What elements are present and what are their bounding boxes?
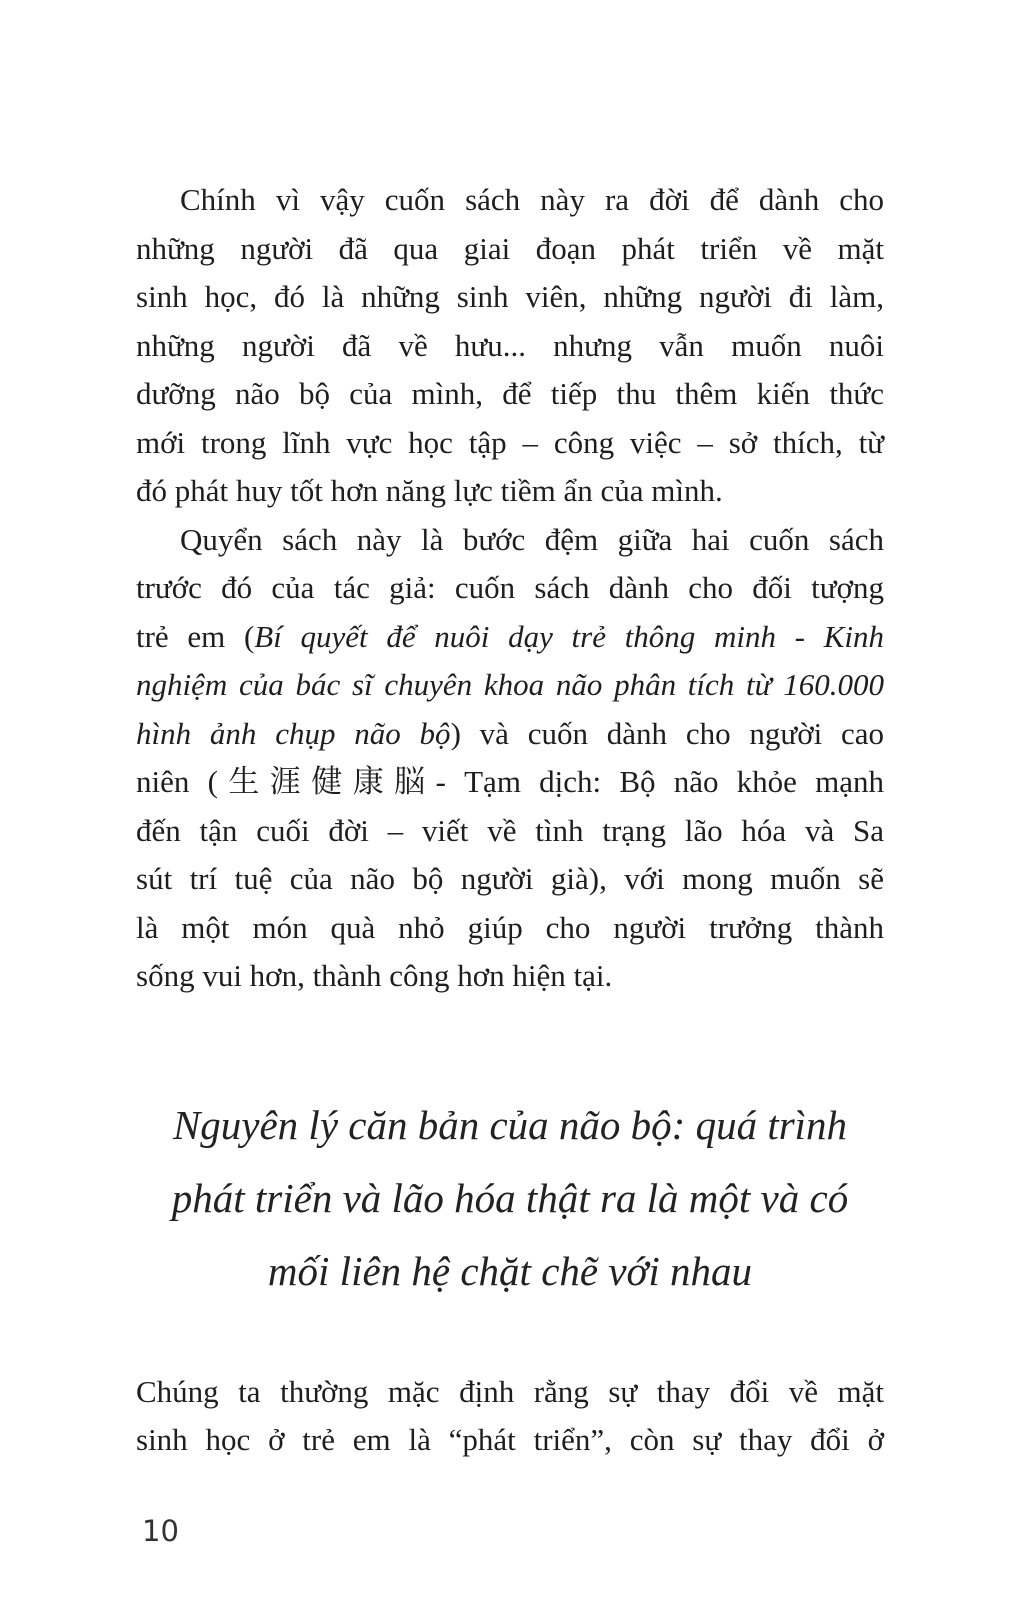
paragraph-line xyxy=(136,904,884,953)
paragraph-line xyxy=(136,661,884,710)
paragraph xyxy=(136,176,884,516)
book-title-italic: nghiệm của bác sĩ chuyên khoa não phân tích từ 160.000 xyxy=(136,667,884,702)
paragraph-line xyxy=(136,710,884,759)
heading-line: phát triển và lão hóa thật ra là một và có xyxy=(171,1174,849,1221)
paragraph-line xyxy=(136,1368,884,1417)
text-segment: là một món quà nhỏ giúp cho người trưởng thành xyxy=(136,909,884,945)
text-segment: trẻ em ( xyxy=(136,618,255,654)
text-segment: sinh học, đó là những sinh viên, những người đi làm, xyxy=(136,279,884,314)
text-segment: những người đã về hưu... nhưng vẫn muốn nuôi xyxy=(136,327,884,363)
text-segment: mới trong lĩnh vực học tập – công việc – sở thích, từ xyxy=(136,424,884,460)
book-title-italic: hình ảnh chụp não bộ xyxy=(136,715,451,751)
paragraph-line xyxy=(136,564,884,613)
paragraph-line xyxy=(136,370,884,419)
content-sections xyxy=(136,176,884,1465)
paragraph-line xyxy=(136,613,884,662)
text-segment: đó phát huy tốt hơn năng lực tiềm ẩn của mình. xyxy=(136,473,723,508)
text-segment: Chúng ta thường mặc định rằng sự thay đổi về mặt xyxy=(136,1373,884,1409)
text-segment: Chính vì vậy cuốn sách này ra đời để dành cho xyxy=(180,182,884,217)
section-heading xyxy=(136,1089,884,1308)
heading-line: mối liên hệ chặt chẽ với nhau xyxy=(267,1247,753,1294)
text-segment: đến tận cuối đời – viết về tình trạng lão hóa và Sa xyxy=(136,812,884,848)
paragraph-line xyxy=(136,758,884,807)
paragraph-line xyxy=(136,419,884,468)
paragraph-line xyxy=(136,273,884,322)
page-number: 10 xyxy=(142,1514,179,1548)
paragraph xyxy=(136,516,884,1001)
paragraph-line xyxy=(136,516,884,565)
text-segment: niên (生涯健康脳- Tạm dịch: Bộ não khỏe mạnh xyxy=(136,764,884,799)
text-segment: dưỡng não bộ của mình, để tiếp thu thêm kiến thức xyxy=(136,376,884,411)
heading-line: Nguyên lý căn bản của não bộ: quá trình xyxy=(172,1101,848,1148)
text-segment: ) và cuốn dành cho người cao xyxy=(450,715,885,751)
text-segment: Quyển sách này là bước đệm giữa hai cuốn sách xyxy=(180,521,884,557)
paragraph-line xyxy=(136,176,884,225)
paragraph-line xyxy=(136,807,884,856)
text-segment: sinh học ở trẻ em là “phát triển”, còn sự thay đổi ở xyxy=(136,1422,884,1457)
paragraph-line xyxy=(136,467,884,516)
paragraph-line xyxy=(136,952,884,1001)
text-segment: trước đó của tác giả: cuốn sách dành cho đối tượng xyxy=(136,570,884,605)
text-segment: sút trí tuệ của não bộ người già), với mong muốn sẽ xyxy=(136,861,884,896)
text-segment: sống vui hơn, thành công hơn hiện tại. xyxy=(136,958,613,993)
book-title-italic: Bí quyết để nuôi dạy trẻ thông minh - Kinh xyxy=(254,618,884,654)
paragraph xyxy=(136,1368,884,1465)
text-segment: những người đã qua giai đoạn phát triển về mặt xyxy=(136,230,884,266)
paragraph-line xyxy=(136,322,884,371)
paragraph-line xyxy=(136,855,884,904)
paragraph-line xyxy=(136,225,884,274)
paragraph-line xyxy=(136,1416,884,1465)
